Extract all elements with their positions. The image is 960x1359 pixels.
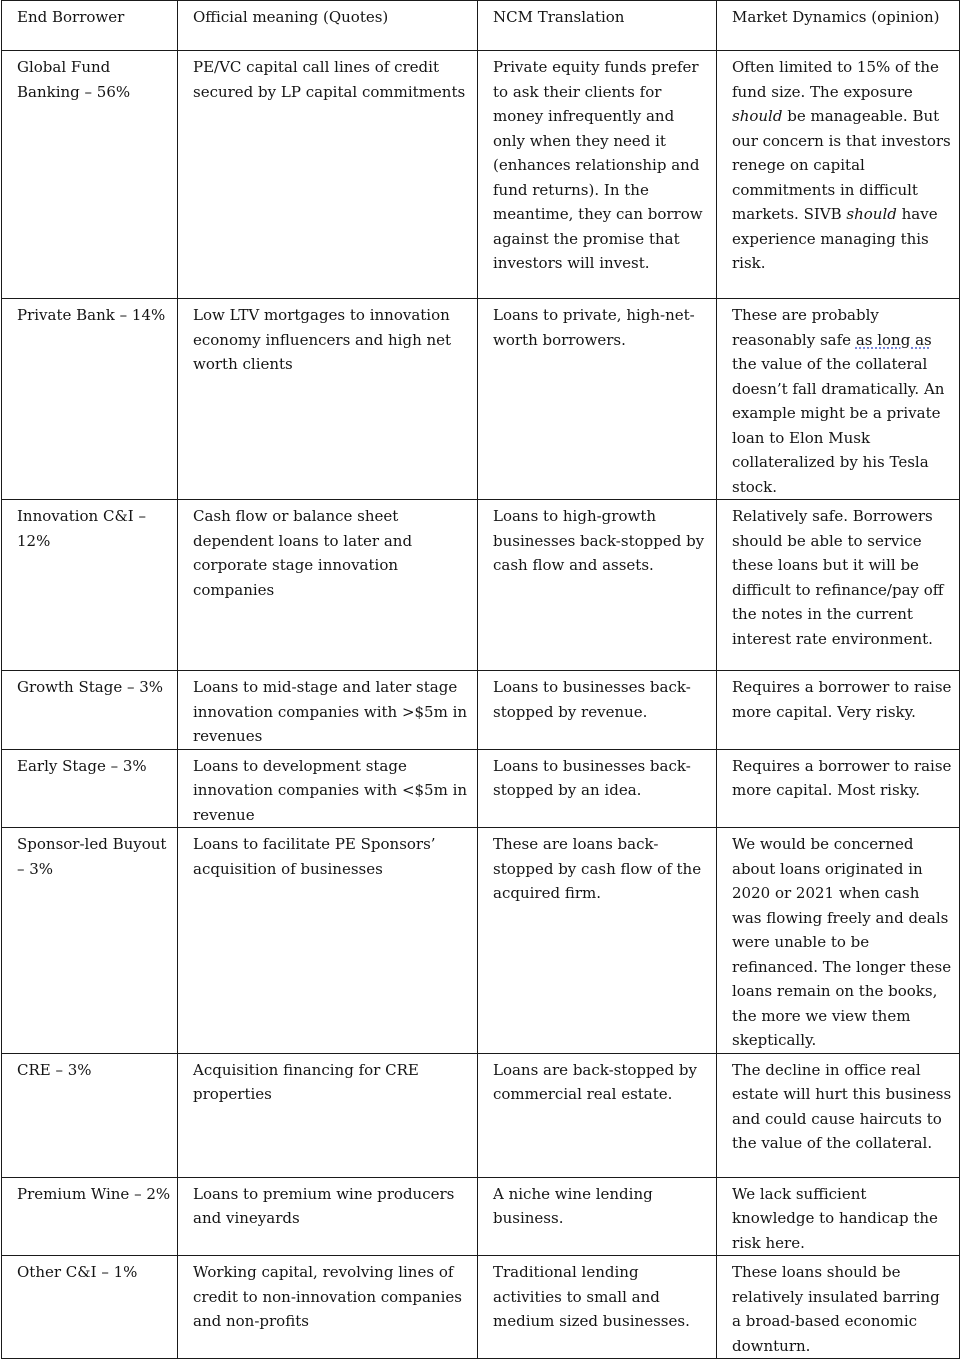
cell-market: These loans should be relatively insulated barring a broad-based economic downturn.: [717, 1256, 960, 1359]
cell-official: Loans to development stage innovation companies with <$5m in revenue: [178, 749, 478, 828]
table-row-innovation-ci: [2, 500, 960, 671]
loan-portfolio-table: [1, 0, 960, 1359]
cell-official: Loans to facilitate PE Sponsors’ acquisition of businesses: [178, 828, 478, 1054]
cell-borrower: Global Fund Banking – 56%: [2, 51, 178, 299]
market-text: have experience managing this risk.: [732, 205, 938, 272]
cell-official: Loans to mid-stage and later stage innovation companies with >$5m in revenues: [178, 671, 478, 750]
cell-official: Working capital, revolving lines of credit to non-innovation companies and non-profits: [178, 1256, 478, 1359]
cell-ncm: Loans to high-growth businesses back-stopped by cash flow and assets.: [478, 500, 717, 671]
table-row-private-bank: [2, 299, 960, 500]
cell-official: Cash flow or balance sheet dependent loans to later and corporate stage innovation companies: [178, 500, 478, 671]
cell-borrower: Premium Wine – 2%: [2, 1177, 178, 1256]
cell-official: Acquisition financing for CRE properties: [178, 1053, 478, 1177]
cell-official: PE/VC capital call lines of credit secured by LP capital commitments: [178, 51, 478, 299]
cell-borrower: Other C&I – 1%: [2, 1256, 178, 1359]
market-text: Often limited to 15% of the fund size. The exposure: [732, 58, 939, 101]
header-official-meaning: Official meaning (Quotes): [178, 1, 478, 51]
cell-market: Requires a borrower to raise more capital. Very risky.: [717, 671, 960, 750]
table-row-cre: [2, 1053, 960, 1177]
cell-market: We lack sufficient knowledge to handicap the risk here.: [717, 1177, 960, 1256]
table-row-sponsor-led-buyout: [2, 828, 960, 1054]
cell-market: Relatively safe. Borrowers should be able to service these loans but it will be difficult to refinance/pay off the notes in the current interest rate environment.: [717, 500, 960, 671]
cell-borrower: Innovation C&I – 12%: [2, 500, 178, 671]
cell-market: Requires a borrower to raise more capital. Most risky.: [717, 749, 960, 828]
cell-ncm: A niche wine lending business.: [478, 1177, 717, 1256]
table-row-other-ci: [2, 1256, 960, 1359]
header-market-dynamics: Market Dynamics (opinion): [717, 1, 960, 51]
header-end-borrower: End Borrower: [2, 1, 178, 51]
cell-official: Low LTV mortgages to innovation economy influencers and high net worth clients: [178, 299, 478, 500]
header-row: [2, 1, 960, 51]
cell-ncm: Loans are back-stopped by commercial real estate.: [478, 1053, 717, 1177]
cell-ncm: Private equity funds prefer to ask their clients for money infrequently and only when they need it (enhances relationship and fund returns). In the meantime, they can borrow against the promise that investors will invest.: [478, 51, 717, 299]
market-text: the value of the collateral doesn’t fall dramatically. An example might be a private loan to Elon Musk collateralized by his Tesla stock.: [732, 355, 945, 496]
cell-borrower: CRE – 3%: [2, 1053, 178, 1177]
table-row-growth-stage: [2, 671, 960, 750]
cell-official: Loans to premium wine producers and vineyards: [178, 1177, 478, 1256]
cell-market: The decline in office real estate will hurt this business and could cause haircuts to the value of the collateral.: [717, 1053, 960, 1177]
cell-borrower: Sponsor-led Buyout – 3%: [2, 828, 178, 1054]
cell-ncm: Loans to businesses back-stopped by revenue.: [478, 671, 717, 750]
cell-market: [717, 299, 960, 500]
market-underlined: as long as: [855, 330, 932, 349]
cell-ncm: Loans to private, high-net-worth borrowers.: [478, 299, 717, 500]
cell-ncm: These are loans back-stopped by cash flow of the acquired firm.: [478, 828, 717, 1054]
cell-borrower: Private Bank – 14%: [2, 299, 178, 500]
cell-ncm: Loans to businesses back-stopped by an idea.: [478, 749, 717, 828]
market-text: These are probably reasonably safe: [732, 306, 879, 349]
cell-borrower: Early Stage – 3%: [2, 749, 178, 828]
cell-market: We would be concerned about loans originated in 2020 or 2021 when cash was flowing freely and deals were unable to be refinanced. The longer these loans remain on the books, the more we view them skeptically.: [717, 828, 960, 1054]
cell-ncm: Traditional lending activities to small and medium sized businesses.: [478, 1256, 717, 1359]
cell-market: [717, 51, 960, 299]
header-ncm-translation: NCM Translation: [478, 1, 717, 51]
market-text: be manageable. But our concern is that investors renege on capital commitments in difficult markets. SIVB: [732, 107, 951, 223]
market-emphasis: should: [732, 107, 783, 125]
market-emphasis: should: [846, 205, 897, 223]
cell-borrower: Growth Stage – 3%: [2, 671, 178, 750]
table-row-premium-wine: [2, 1177, 960, 1256]
table-row-early-stage: [2, 749, 960, 828]
table-row-global-fund-banking: [2, 51, 960, 299]
